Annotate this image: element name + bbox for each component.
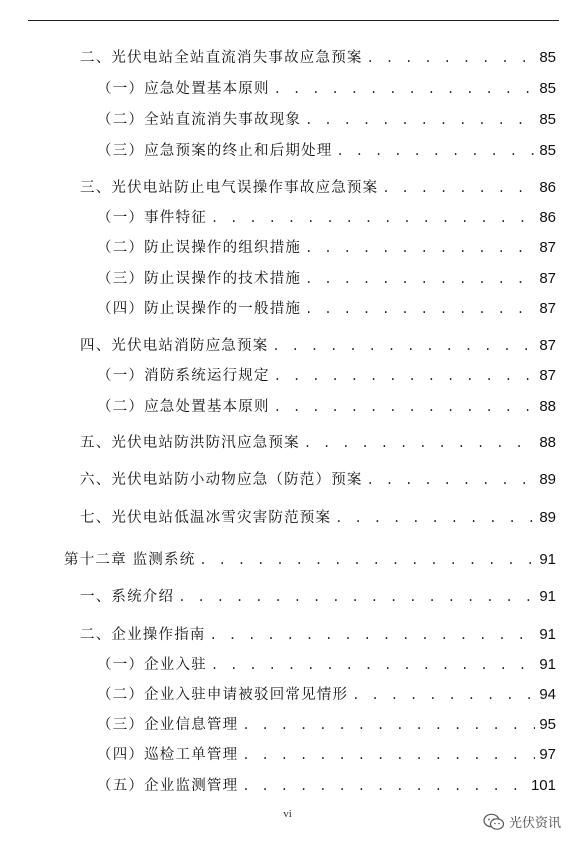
toc-entry-title: 五、光伏电站防洪防汛应急预案 <box>80 435 300 451</box>
toc-entry-page: 85 <box>539 111 556 128</box>
dot-leader <box>367 51 536 65</box>
toc-entry-title: 二、光伏电站全站直流消失事故应急预案 <box>80 50 363 66</box>
footer-page-number: vi <box>283 808 292 820</box>
toc-chapter-entry[interactable] <box>64 548 556 569</box>
dot-leader <box>274 400 536 414</box>
toc-entry[interactable] <box>97 653 556 674</box>
toc-entry-title: 二、企业操作指南 <box>80 627 206 643</box>
toc-entry-page: 86 <box>539 209 556 226</box>
toc-entry-page: 89 <box>539 509 556 526</box>
dot-leader <box>352 688 535 702</box>
dot-leader <box>305 272 535 286</box>
toc-entry-title: （四）防止误操作的一般措施 <box>97 301 302 317</box>
toc-entry-title: （二）全站直流消失事故现象 <box>97 112 302 128</box>
dot-leader <box>242 748 535 762</box>
dot-leader <box>274 369 536 383</box>
dot-leader <box>305 302 535 316</box>
toc-entry[interactable] <box>97 297 556 318</box>
toc-entry-title: （二）防止误操作的组织措施 <box>97 240 302 256</box>
toc-entry-title: （三）防止误操作的技术措施 <box>97 271 302 287</box>
dot-leader <box>272 339 535 353</box>
toc-entry-title: 第十二章 监测系统 <box>64 552 196 568</box>
dot-leader <box>211 211 535 225</box>
dot-leader <box>242 718 535 732</box>
toc-entry-page: 91 <box>539 551 556 568</box>
toc-entry[interactable] <box>97 236 556 257</box>
toc-entry[interactable] <box>80 468 556 489</box>
toc-entry[interactable] <box>97 774 556 795</box>
toc-entry[interactable] <box>80 585 556 606</box>
toc-entry-title: 三、光伏电站防止电气误操作事故应急预案 <box>80 180 379 196</box>
toc-entry-page: 91 <box>539 656 556 673</box>
toc-entry-title: （五）企业监测管理 <box>97 778 239 794</box>
toc-entry[interactable] <box>80 176 556 197</box>
dot-leader <box>210 628 536 642</box>
toc-entry-page: 88 <box>539 434 556 451</box>
toc-entry-page: 85 <box>539 142 556 159</box>
toc-entry[interactable] <box>80 506 556 527</box>
toc-entry-page: 87 <box>539 300 556 317</box>
toc-entry-page: 101 <box>530 777 556 794</box>
dot-leader <box>304 436 536 450</box>
toc-entry[interactable] <box>80 623 556 644</box>
watermark-text: 光伏资讯 <box>508 816 561 831</box>
toc-entry-page: 88 <box>539 398 556 415</box>
toc-entry[interactable] <box>80 334 556 355</box>
toc-entry-title: （一）应急处置基本原则 <box>97 81 270 97</box>
dot-leader <box>337 144 536 158</box>
toc-entry[interactable] <box>97 683 556 704</box>
toc-entry-title: （三）应急预案的终止和后期处理 <box>97 143 333 159</box>
toc-entry-title: 一、系统介绍 <box>80 589 175 605</box>
toc-entry-title: （一）企业入驻 <box>97 657 207 673</box>
toc-entry-title: 六、光伏电站防小动物应急（防范）预案 <box>80 472 363 488</box>
toc-entry-title: （四）巡检工单管理 <box>97 747 239 763</box>
header-rule <box>28 20 559 21</box>
toc-entry-page: 91 <box>539 588 556 605</box>
toc-entry-title: 七、光伏电站低温冰雪灾害防范预案 <box>80 510 332 526</box>
dot-leader <box>382 181 535 195</box>
toc-entry-page: 85 <box>539 80 556 97</box>
toc-entry[interactable] <box>97 267 556 288</box>
dot-leader <box>305 113 535 127</box>
toc-entry[interactable] <box>97 364 556 385</box>
toc-entry[interactable] <box>97 139 556 160</box>
watermark <box>483 812 561 831</box>
dot-leader <box>367 473 536 487</box>
toc-entry-page: 91 <box>539 626 556 643</box>
dot-leader <box>242 779 527 793</box>
toc-entry-page: 87 <box>539 239 556 256</box>
toc-entry-page: 94 <box>539 686 556 703</box>
toc-entry-title: （二）企业入驻申请被驳回常见情形 <box>97 687 349 703</box>
toc-entry-page: 87 <box>539 337 556 354</box>
toc-entry-page: 97 <box>539 746 556 763</box>
toc-entry[interactable] <box>97 743 556 764</box>
toc-entry-page: 87 <box>539 367 556 384</box>
toc-entry[interactable] <box>80 431 556 452</box>
dot-leader <box>199 553 535 567</box>
dot-leader <box>211 658 535 672</box>
toc-entry-title: 四、光伏电站消防应急预案 <box>80 338 269 354</box>
toc-entry[interactable] <box>97 206 556 227</box>
toc-entry-page: 87 <box>539 270 556 287</box>
toc-entry-title: （一）消防系统运行规定 <box>97 368 270 384</box>
toc-entry[interactable] <box>97 108 556 129</box>
toc-entry[interactable] <box>97 395 556 416</box>
wechat-icon <box>483 813 505 831</box>
toc-entry-title: （二）应急处置基本原则 <box>97 399 270 415</box>
toc-entry[interactable] <box>97 713 556 734</box>
toc-entry[interactable] <box>80 46 556 67</box>
toc-entry-title: （一）事件特征 <box>97 210 207 226</box>
toc-entry-page: 85 <box>539 49 556 66</box>
dot-leader <box>178 590 535 604</box>
dot-leader <box>305 241 535 255</box>
toc-entry-page: 95 <box>539 716 556 733</box>
dot-leader <box>274 82 536 96</box>
toc-entry-page: 86 <box>539 179 556 196</box>
dot-leader <box>335 511 535 525</box>
toc-entry-page: 89 <box>539 471 556 488</box>
toc-entry[interactable] <box>97 77 556 98</box>
toc-entry-title: （三）企业信息管理 <box>97 717 239 733</box>
